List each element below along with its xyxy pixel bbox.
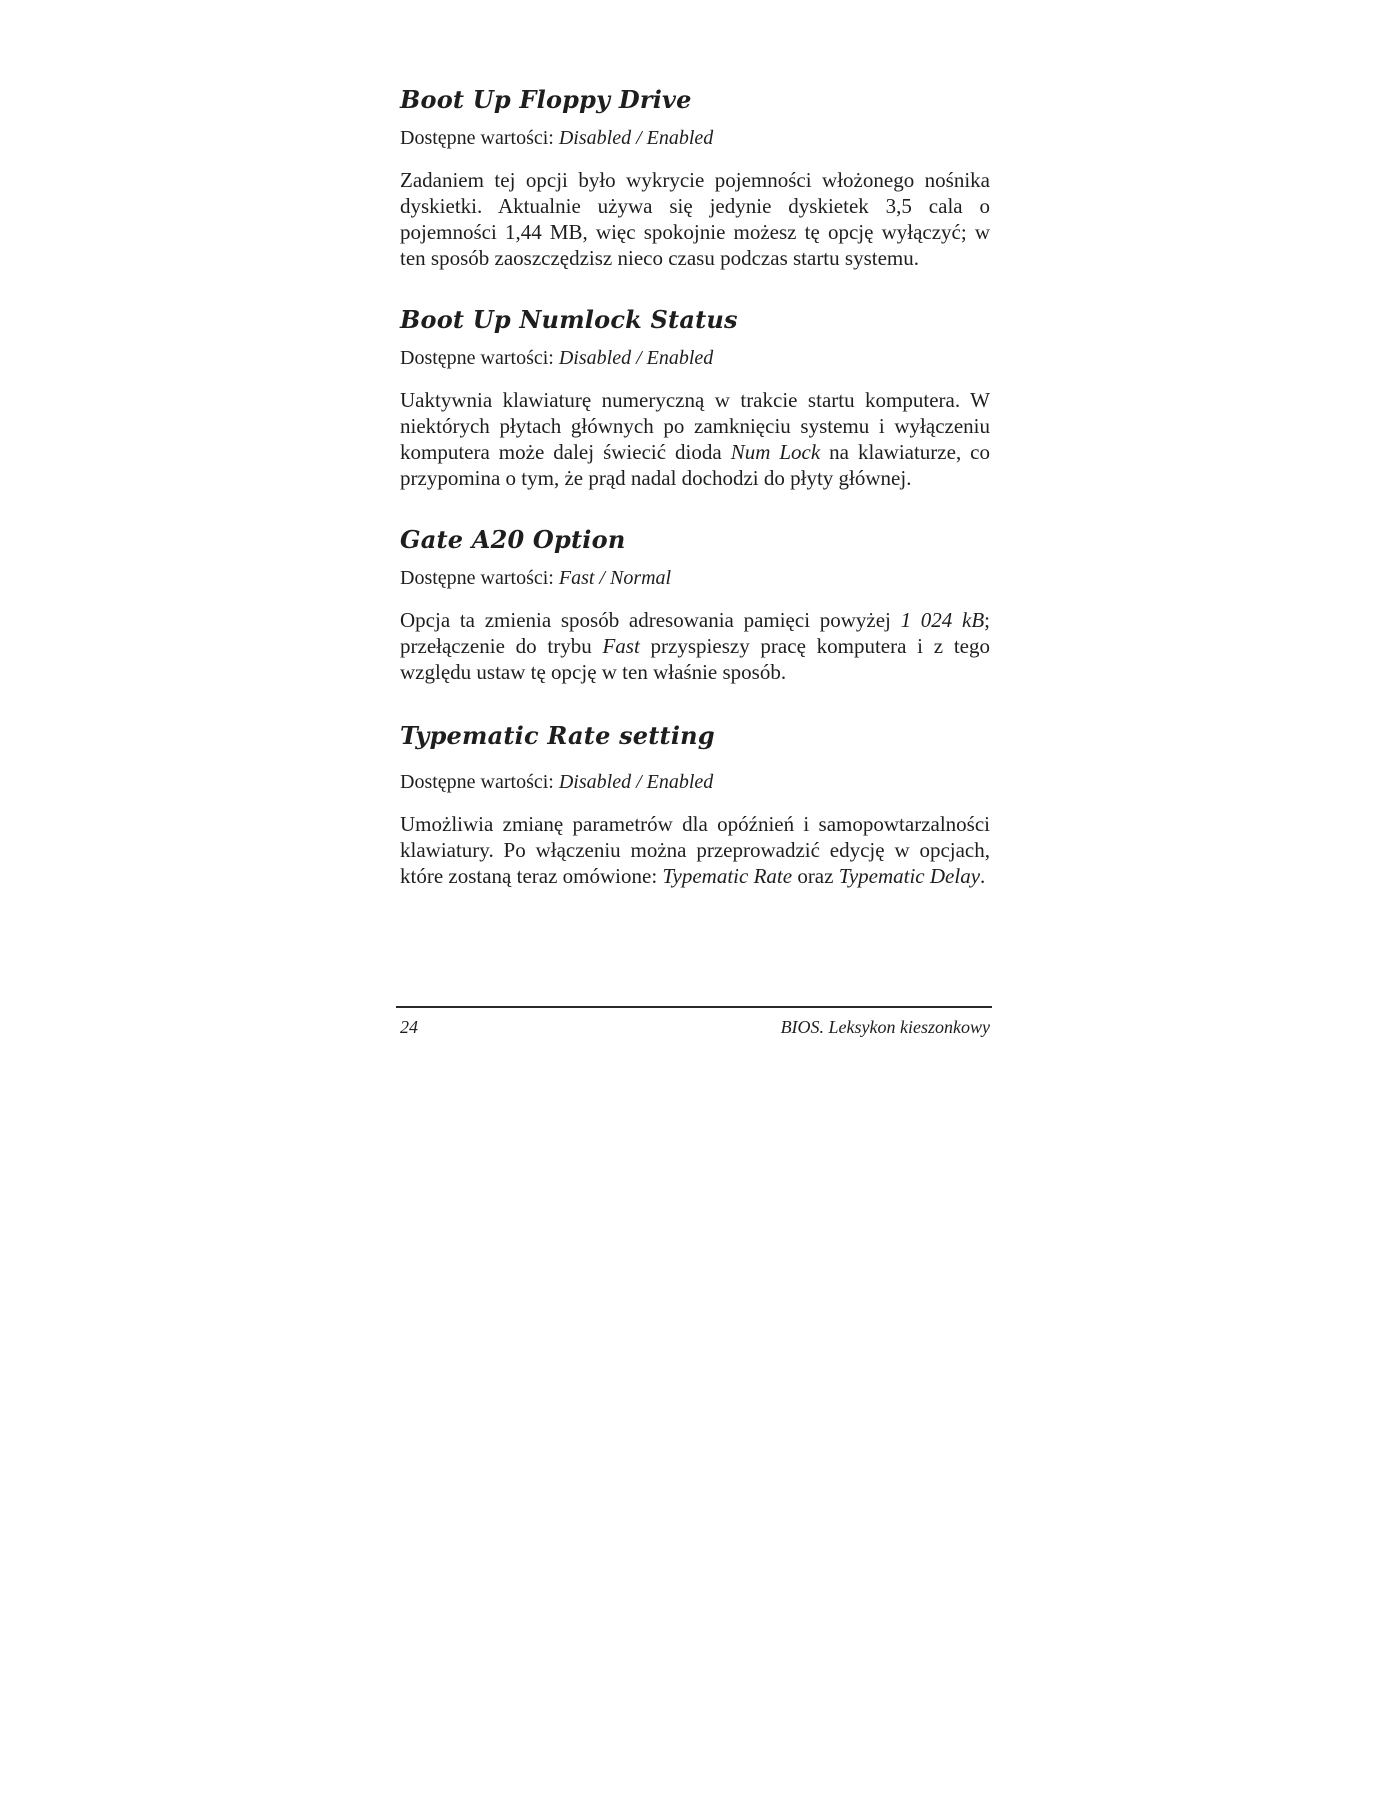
available-values	[400, 769, 990, 795]
section-gate-a20-option	[400, 525, 990, 685]
section-boot-up-floppy-drive	[400, 85, 990, 271]
values-label: Dostępne wartości:	[400, 347, 559, 369]
section-body	[400, 167, 990, 271]
body-term: Num Lock	[730, 440, 821, 464]
values-label: Dostępne wartości:	[400, 567, 559, 589]
available-values	[400, 345, 990, 371]
body-term: Typematic Delay	[838, 864, 981, 888]
body-text: Zadaniem tej opcji było wykrycie pojemności włożonego nośnika dyskietki. Aktualnie używa się jedynie dyskietek 3,5 cala o pojemności 1,44 MB, więc spokojnie możesz tę opcję wyłączyć; w ten sposób zaoszczędzisz nieco czasu podczas startu systemu.	[400, 168, 990, 270]
body-text: ; przełączenie do trybu	[400, 608, 990, 658]
body-term: 1 024 kB	[900, 608, 985, 632]
body-text: Umożliwia zmianę parametrów dla opóźnień i samopowtarzalności klawiatury. Po włączeniu można przeprowadzić edycję w opcjach, które zostaną teraz omówione:	[400, 812, 990, 888]
values-options: Disabled / Enabled	[558, 771, 714, 793]
section-body	[400, 811, 990, 889]
body-term: Fast	[602, 634, 640, 658]
section-body	[400, 387, 990, 491]
section-heading: Boot Up Floppy Drive	[400, 85, 692, 114]
section-boot-up-numlock-status	[400, 305, 990, 491]
section-heading: Typematic Rate setting	[400, 721, 715, 750]
body-text: .	[980, 864, 986, 888]
values-options: Disabled / Enabled	[558, 127, 714, 149]
body-text: przyspieszy pracę komputera i z tego względu ustaw tę opcję w ten właśnie sposób.	[400, 634, 990, 684]
values-label: Dostępne wartości:	[400, 127, 559, 149]
body-text: Opcja ta zmienia sposób adresowania pamięci powyżej	[400, 608, 901, 632]
body-text: oraz	[792, 864, 839, 888]
page-number: 24	[400, 1017, 418, 1037]
section-typematic-rate-setting	[400, 721, 990, 889]
footer-divider	[396, 1006, 992, 1008]
available-values	[400, 565, 990, 591]
body-text: na klawiaturze, co przypomina o tym, że prąd nadal dochodzi do płyty głównej.	[400, 440, 991, 490]
body-term: Typematic Rate	[662, 864, 793, 888]
section-heading: Boot Up Numlock Status	[400, 305, 738, 334]
page-footer	[400, 1016, 990, 1038]
values-label: Dostępne wartości:	[400, 771, 559, 793]
book-title: BIOS. Leksykon kieszonkowy	[780, 1017, 990, 1037]
available-values	[400, 125, 990, 151]
values-options: Fast / Normal	[558, 567, 672, 589]
section-heading: Gate A20 Option	[400, 525, 626, 554]
body-text: Uaktywnia klawiaturę numeryczną w trakcie startu komputera. W niektórych płytach głównych po zamknięciu systemu i wyłączeniu komputera może dalej świecić dioda	[400, 388, 990, 464]
section-body	[400, 607, 990, 685]
values-options: Disabled / Enabled	[558, 347, 714, 369]
page-content	[400, 85, 990, 889]
